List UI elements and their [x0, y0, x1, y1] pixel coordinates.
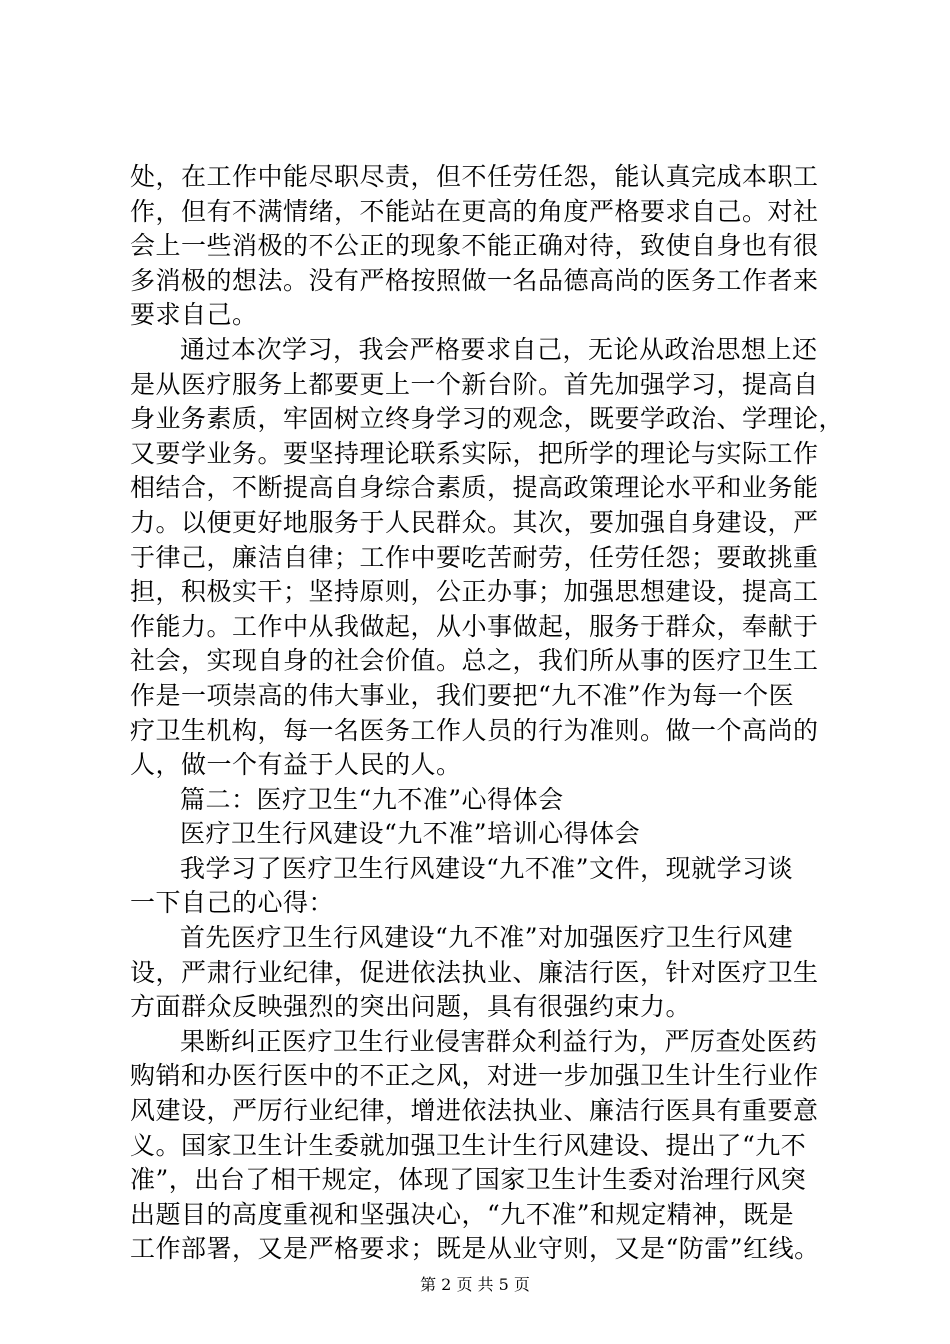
text-line: 工作部署，又是严格要求；既是从业守则，又是“防雷”红线。: [130, 1234, 820, 1264]
text-line: 要求自己。: [130, 300, 258, 330]
page-footer: 第 2 页 共 5 页: [420, 1275, 530, 1294]
document-body: [130, 160, 845, 1267]
text-line: 作是一项崇高的伟大事业，我们要把“九不准”作为每一个医: [130, 680, 795, 710]
text-line: 是从医疗服务上都要更上一个新台阶。首先加强学习，提高自: [130, 369, 819, 399]
text-line: 果断纠正医疗卫生行业侵害群众利益行为，严厉查处医药: [180, 1026, 818, 1056]
text-line: 我学习了医疗卫生行风建设“九不准”文件，现就学习谈: [180, 853, 794, 883]
text-line: 篇二：医疗卫生“九不准”心得体会: [180, 784, 564, 814]
text-line: 又要学业务。要坚持理论联系实际，把所学的理论与实际工作: [130, 438, 819, 468]
text-line: 力。以便更好地服务于人民群众。其次，要加强自身建设，严: [130, 507, 819, 537]
text-line: 设，严肃行业纪律，促进依法执业、廉洁行医，针对医疗卫生: [130, 957, 819, 987]
text-line: 风建设，严厉行业纪律，增进依法执业、廉洁行医具有重要意: [130, 1096, 819, 1126]
text-line: 相结合，不断提高自身综合素质，提高政策理论水平和业务能: [130, 473, 819, 503]
text-line: 医疗卫生行风建设“九不准”培训心得体会: [180, 819, 641, 849]
text-line: 一下自己的心得：: [130, 888, 335, 918]
text-line: 担，积极实干；坚持原则，公正办事；加强思想建设，提高工: [130, 577, 819, 607]
text-line: 准”，出台了相干规定，体现了国家卫生计生委对治理行风突: [130, 1165, 807, 1195]
text-line: 身业务素质，牢固树立终身学习的观念，既要学政治、学理论，: [130, 404, 845, 434]
text-line: 处，在工作中能尽职尽责，但不任劳任怨，能认真完成本职工: [130, 162, 819, 191]
text-line: 会上一些消极的不公正的现象不能正确对待，致使自身也有很: [130, 231, 819, 261]
text-line: 作，但有不满情绪，不能站在更高的角度严格要求自己。对社: [130, 196, 819, 226]
text-line: 方面群众反映强烈的突出问题，具有很强约束力。: [130, 992, 692, 1022]
text-line: 作能力。工作中从我做起，从小事做起，服务于群众，奉献于: [130, 611, 819, 641]
text-line: 人，做一个有益于人民的人。: [130, 750, 462, 780]
text-line: 通过本次学习，我会严格要求自己，无论从政治思想上还: [180, 334, 818, 364]
text-line: 多消极的想法。没有严格按照做一名品德高尚的医务工作者来: [130, 265, 819, 295]
text-line: 首先医疗卫生行风建设“九不准”对加强医疗卫生行风建: [180, 923, 794, 953]
text-line: 出题目的高度重视和坚强决心，“九不准”和规定精神，既是: [130, 1199, 795, 1229]
text-line: 疗卫生机构，每一名医务工作人员的行为准则。做一个高尚的: [130, 715, 819, 745]
text-line: 于律己，廉洁自律；工作中要吃苦耐劳，任劳任怨；要敢挑重: [130, 542, 819, 572]
text-line: 社会，实现自身的社会价值。总之，我们所从事的医疗卫生工: [130, 646, 819, 676]
text-line: 义。国家卫生计生委就加强卫生计生行风建设、提出了“九不: [130, 1130, 807, 1160]
text-line: 购销和办医行医中的不正之风，对进一步加强卫生计生行业作: [130, 1061, 819, 1091]
